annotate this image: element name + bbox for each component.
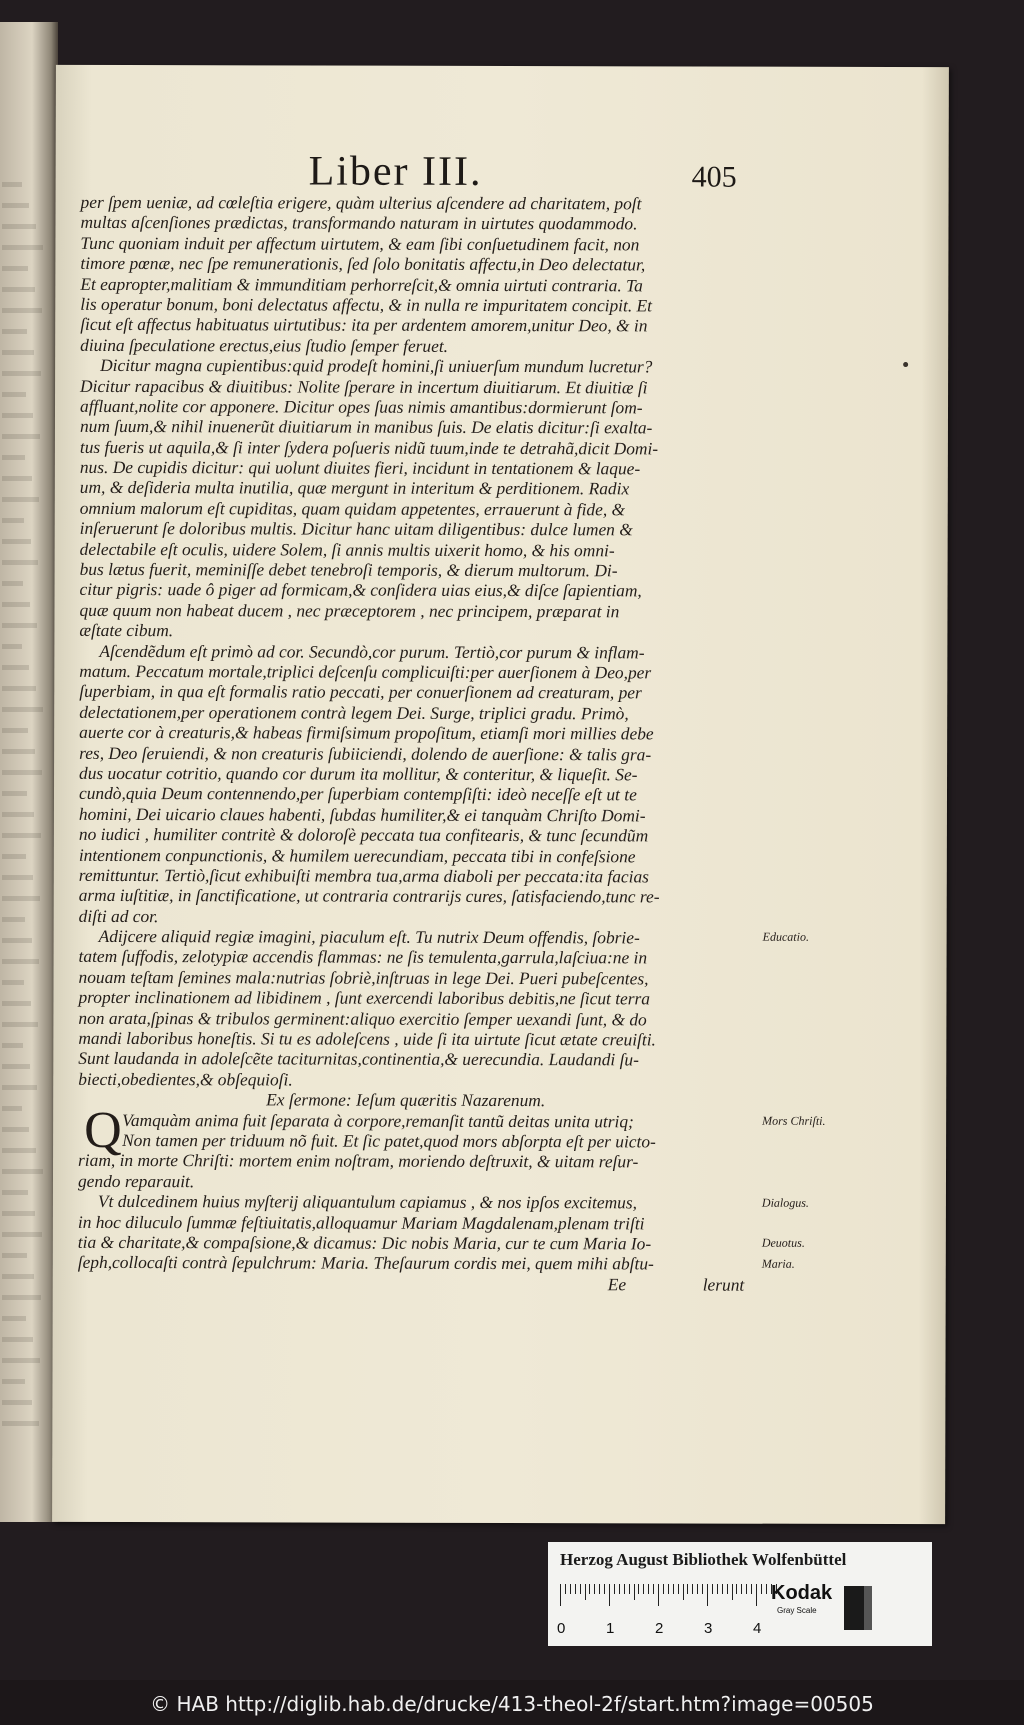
ruler-tick — [589, 1584, 590, 1594]
text-line: Tunc quoniam induit per affectum uirtutem, & eam ſibi conſuetudinem facit, non — [80, 232, 640, 255]
margin-note: Dialogus. — [761, 1195, 809, 1210]
bleed-through-line — [2, 497, 39, 502]
bleed-through-line — [2, 392, 26, 397]
ruler-tick — [761, 1584, 762, 1594]
bleed-through-line — [2, 1190, 28, 1195]
bleed-through-line — [2, 182, 22, 187]
bleed-through-line — [2, 959, 39, 964]
text-line: Adijcere aliquid regiæ imagini, piaculum eſt. Tu nutrix Deum offendis, ſobrie- — [98, 926, 640, 948]
catchword-row — [78, 1273, 760, 1295]
text-line: ſuperbiam, in qua eſt formalis ratio peccati, per conuerſionem ad creaturam, per — [79, 681, 642, 703]
text-line: diſti ad cor. — [78, 905, 159, 926]
previous-page-edge — [0, 22, 58, 1522]
drop-cap: Q — [84, 1101, 122, 1160]
text-line: ſicut eſt affectus habituatus uirtutibus: ita per ardentem amorem,unitur Deo, & in — [80, 314, 648, 336]
text-line: propter inclinationem ad libidinem , ſunt exercendi laboribus debitis,ne ſicut terra — [78, 987, 651, 1009]
bleed-through-line — [2, 1421, 39, 1426]
text-line: Dicitur rapacibus & diuitibus: Nolite ſperare in incertum diuitiarum. Et diuitiæ ſi — [80, 375, 648, 397]
bleed-through-line — [2, 245, 43, 250]
book-page — [52, 65, 949, 1524]
ruler-tick — [678, 1584, 679, 1594]
text-line: auerte cor à creaturis,& habeas firmiſsimum propoſitum, etiamſi mori millies debe — [79, 722, 654, 744]
ruler-tick — [604, 1584, 605, 1594]
text-line: omnium malorum eſt cupiditas, quam quidam appetentes, errauerunt à fide, & — [79, 497, 626, 520]
text-line: cundò,quia Deum contennendo,per ſuperbiam contempſiſti: ideò neceſſe eſt ut te — [78, 783, 637, 805]
ruler-tick — [643, 1584, 644, 1594]
bleed-through-line — [2, 1022, 38, 1027]
text-line: affluant,nolite cor apponere. Dicitur opes ſuas nimis amantibus:dormierunt ſom- — [79, 395, 643, 418]
bleed-through-line — [2, 203, 29, 208]
bleed-through-line — [2, 266, 28, 271]
ruler-tick — [732, 1584, 733, 1600]
bleed-through-line — [2, 665, 29, 670]
ruler-tick — [648, 1584, 649, 1594]
text-line: per ſpem ueniæ, ad cœleſtia erigere, quàm ulterius aſcendere ad charitatem, poſt — [80, 191, 642, 214]
text-line: tia & charitate,& compaſsione,& dicamus: Dic nobis Maria, cur te cum Maria Io- — [77, 1231, 652, 1254]
bleed-through-line — [2, 329, 27, 334]
text-line: timore pœnæ, nec ſpe remunerationis, ſed ſolo bonitatis affectu,in Deo delectatur, — [80, 253, 646, 275]
text-line: um, & deſideria multa inutilia, quæ mergunt in interitum & perditionem. Radix — [79, 477, 630, 499]
ruler-tick — [614, 1584, 615, 1594]
ruler-tick — [722, 1584, 723, 1594]
ruler-tick — [565, 1584, 566, 1594]
text-line: Vt dulcedinem huius myſterij aliquantulum capiamus , & nos ipſos excitemus, — [97, 1191, 638, 1213]
bleed-through-line — [2, 1274, 34, 1279]
bleed-through-line — [2, 875, 33, 880]
bleed-through-line — [2, 749, 35, 754]
ruler-tick — [687, 1584, 688, 1594]
bleed-through-line — [2, 644, 22, 649]
bleed-through-line — [2, 308, 42, 313]
bleed-through-line — [2, 1001, 31, 1006]
text-line: biecti,obedientes,& obſequioſi. — [78, 1068, 293, 1090]
gray-swatch-dark — [844, 1586, 864, 1630]
bleed-through-line — [2, 476, 32, 481]
bleed-through-line — [2, 1169, 43, 1174]
bleed-through-line — [2, 1127, 29, 1132]
ruler-tick — [634, 1584, 635, 1600]
text-line: mandi laboribus honeſtis. Si tu es adoleſcens , uide ſi ita uirtute ſicut ætate creuiſti. — [78, 1027, 656, 1050]
text-line: multas aſcenſiones prædictas, transformando naturam in uirtutes quodammodo. — [80, 212, 638, 234]
ruler-tick — [609, 1584, 610, 1606]
ruler-tick — [580, 1584, 581, 1594]
bleed-through-line — [2, 224, 36, 229]
kodak-logo: Kodak — [771, 1582, 833, 1604]
ruler-tick — [599, 1584, 600, 1594]
text-line: Dicitur magna cupientibus:quid prodeſt homini,ſi uniuerſum mundum lucretur? — [100, 355, 653, 377]
text-line: Non tamen per triduum nõ fuit. Et ſic patet,quod mors abſorpta eſt per uicto- — [122, 1129, 656, 1152]
ruler-tick — [746, 1584, 747, 1594]
text-line: delectationem,per operationem contrà legem Dei. Surge, triplici gradu. Primò, — [79, 701, 629, 724]
ruler-scale — [560, 1584, 788, 1620]
text-line: intentionem conpunctionis, & humilem uerecundiam, peccata tibi in confeſsione — [78, 844, 636, 866]
bleed-through-line — [2, 1358, 40, 1363]
bleed-through-line — [2, 1106, 22, 1111]
ruler-tick — [697, 1584, 698, 1594]
text-line: æſtate cibum. — [79, 620, 174, 641]
margin-note: Deuotus. — [761, 1236, 805, 1251]
ruler-labels — [557, 1620, 788, 1638]
margin-note: Educatio. — [762, 930, 809, 945]
bleed-through-line — [2, 287, 35, 292]
text-line: ſeph,collocaſti contrà ſepulchrum: Maria. Theſaurum cordis mei, quem mihi abſtu- — [77, 1252, 654, 1274]
text-line: tatem ſuffodis, zelotypiæ accendis flammas: ne ſis temulenta,garrula,laſciua:ne in — [78, 946, 648, 968]
bleed-through-line — [2, 602, 30, 607]
text-line: delectabile eſt oculis, uidere Solem, ſi annis multis uixerit homo, & his omni- — [79, 538, 615, 560]
text-line: Vamquàm anima fuit ſeparata à corpore,remanſit tantũ deitas unita utriq; — [122, 1109, 634, 1131]
bleed-through-line — [2, 917, 25, 922]
bleed-through-line — [2, 1043, 23, 1048]
text-line: nus. De cupidis dicitur: qui uolunt diuites fieri, incidunt in tentationem & laque- — [79, 456, 641, 479]
bleed-through-line — [2, 833, 41, 838]
credit-footer: © HAB http://diglib.hab.de/drucke/413-theol-2f/start.htm?image=00505 — [0, 1683, 1024, 1725]
bleed-through-line — [2, 938, 32, 943]
text-line: res, Deo ſeruiendi, & non creaturis ſubiiciendi, dolendo de auerſione: & talis gra- — [79, 742, 652, 764]
bleed-through-line — [2, 623, 37, 628]
bleed-through-line — [2, 1232, 42, 1237]
bleed-through-line — [2, 1379, 25, 1384]
text-line: lis operatur bonum, boni delectatus affectu, & in nulla re impuritatem concipit. Et — [80, 293, 653, 316]
ruler-tick — [653, 1584, 654, 1594]
text-block — [78, 192, 763, 1295]
ruler-tick — [668, 1584, 669, 1594]
bleed-through-line — [2, 539, 31, 544]
bleed-through-line — [2, 686, 36, 691]
bleed-through-line — [2, 1211, 35, 1216]
text-line: gendo reparauit. — [77, 1170, 195, 1191]
bleed-through-line — [2, 1064, 30, 1069]
text-line: homini, Dei uicario claues habenti, ſubdas humiliter,& ei tanquàm Chriſto Domi- — [78, 803, 646, 826]
gray-swatch-mid — [864, 1586, 872, 1630]
ruler-tick — [585, 1584, 586, 1600]
bleed-through-line — [2, 581, 23, 586]
ruler-tick — [673, 1584, 674, 1594]
text-line: Sunt laudanda in adoleſcẽte taciturnitas,continentia,& uerecundia. Laudandi ſu- — [78, 1048, 639, 1070]
bleed-through-line — [2, 770, 42, 775]
bleed-through-line — [2, 728, 28, 733]
text-line: non arata,ſpinas & tribulos germinent:aliquo exercitio ſemper uexandi ſunt, & do — [78, 1007, 647, 1030]
ruler-tick — [638, 1584, 639, 1594]
color-target-card — [548, 1542, 932, 1646]
ruler-tick — [594, 1584, 595, 1594]
ruler-tick — [741, 1584, 742, 1594]
bleed-through-line — [2, 560, 38, 565]
ruler-tick — [756, 1584, 757, 1606]
catchword: Ee — [607, 1273, 627, 1295]
gray-scale-label: Gray Scale — [777, 1606, 817, 1615]
text-line: inſeruerunt ſe doloribus multis. Dicitur hanc uitam diligentibus: dulce lumen & — [79, 518, 633, 540]
ruler-number: 3 — [704, 1620, 713, 1637]
ruler-tick — [663, 1584, 664, 1594]
bleed-through-line — [2, 371, 41, 376]
bleed-through-line — [2, 518, 24, 523]
text-line: diuina ſpeculatione erectus,eius ſtudio ſemper feruet. — [80, 334, 449, 356]
text-line: matum. Peccatum mortale,triplici deſcenſu complicuiſti:per auerſionem à Deo,per — [79, 660, 652, 683]
bleed-through-line — [2, 1400, 32, 1405]
ruler-tick — [712, 1584, 713, 1594]
ruler-tick — [717, 1584, 718, 1594]
ruler-tick — [692, 1584, 693, 1594]
bleed-through-line — [2, 434, 40, 439]
page-number: 405 — [691, 160, 737, 194]
running-title: Liber III. — [308, 148, 483, 195]
text-line: nouam teſtam ſemines mala:nutrias ſobriè,inſtruas in lege Dei. Pueri pubeſcentes, — [78, 966, 649, 989]
text-line: tus fueris ut aquila,& ſi inter ſydera poſueris nidũ tuum,inde te detrahã,dicit Domi- — [79, 436, 659, 459]
text-line: Et eapropter,malitiam & immunditiam perhorreſcit,& omnia uirtuti contraria. Ta — [80, 273, 643, 295]
text-line: no iudici , humiliter contritè & doloroſè peccata tua confitearis, & tunc ſecundũm — [78, 824, 649, 846]
bleed-through-line — [2, 707, 43, 712]
margin-note: Maria. — [761, 1256, 795, 1271]
ruler-number: 0 — [557, 1620, 566, 1637]
ruler-number: 1 — [606, 1620, 615, 1637]
ruler-tick — [560, 1584, 561, 1606]
text-line: remittuntur. Tertiò,ſicut exhibuiſti membra tua,arma diaboli per peccata:ita facias — [78, 864, 649, 887]
bleed-through-line — [2, 1148, 36, 1153]
text-line: num ſuum,& nihil inuenerũt diuitiarum in manibus ſuis. De elatis dicitur:ſi exalta- — [79, 416, 653, 438]
ink-spot — [903, 362, 908, 367]
text-line: riam, in morte Chriſti: mortem enim noſtram, moriendo deſtruxit, & uitam reſur- — [78, 1150, 639, 1172]
bleed-through-line — [2, 791, 27, 796]
library-name: Herzog August Bibliothek Wolfenbüttel — [560, 1550, 847, 1569]
section-heading: Ex ſermone: Ieſum quæritis Nazarenum. — [266, 1089, 546, 1111]
ruler-tick — [683, 1584, 684, 1600]
ruler-tick — [766, 1584, 767, 1594]
ruler-tick — [658, 1584, 659, 1606]
bleed-through-line — [2, 1295, 41, 1300]
bleed-through-line — [2, 854, 26, 859]
text-line: dus uocatur cotritio, quando cor durum ita mollitur, & conteritur, & liqueſit. Se- — [79, 762, 638, 785]
bleed-through-line — [2, 413, 33, 418]
bleed-through-line — [2, 350, 34, 355]
bleed-through-line — [2, 1085, 37, 1090]
ruler-tick — [575, 1584, 576, 1594]
ruler-tick — [736, 1584, 737, 1594]
text-line: arma iuſtitiæ, in ſanctificatione, ut contraria contrarijs cures, ſatisfaciendo,tunc re- — [78, 885, 660, 907]
ruler-tick — [629, 1584, 630, 1594]
bleed-through-line — [2, 896, 40, 901]
bleed-through-line — [2, 980, 24, 985]
catchword: lerunt — [702, 1274, 745, 1295]
ruler-tick — [702, 1584, 703, 1594]
ruler-number: 4 — [753, 1620, 762, 1637]
bleed-through-line — [2, 812, 34, 817]
bleed-through-line — [2, 455, 25, 460]
margin-note: Mors Chriſti. — [762, 1113, 826, 1128]
bleed-through-line — [2, 1316, 26, 1321]
bleed-through-line — [2, 1253, 27, 1258]
ruler-tick — [624, 1584, 625, 1594]
text-line: Aſcendẽdum eſt primò ad cor. Secundò,cor purum. Tertiò,cor purum & inflam- — [99, 640, 645, 662]
text-line: in hoc diluculo ſummæ feſtiuitatis,alloquamur Mariam Magdalenam,plenam triſti — [77, 1211, 645, 1233]
ruler-tick — [570, 1584, 571, 1594]
ruler-tick — [751, 1584, 752, 1594]
ruler-tick — [707, 1584, 708, 1606]
ruler-tick — [727, 1584, 728, 1594]
text-line: citur pigris: uade ô piger ad formicam,& conſidera uias eius,& diſce ſapientiam, — [79, 579, 642, 601]
text-line: quæ quum non habeat ducem , nec præceptorem , nec principem, præparat in — [79, 599, 620, 622]
ruler-number: 2 — [655, 1620, 664, 1637]
ruler-tick — [619, 1584, 620, 1594]
bleed-through-line — [2, 1337, 33, 1342]
text-line: bus lætus fuerit, meminiſſe debet tenebroſi temporis, & dierum multorum. Di- — [79, 558, 618, 581]
